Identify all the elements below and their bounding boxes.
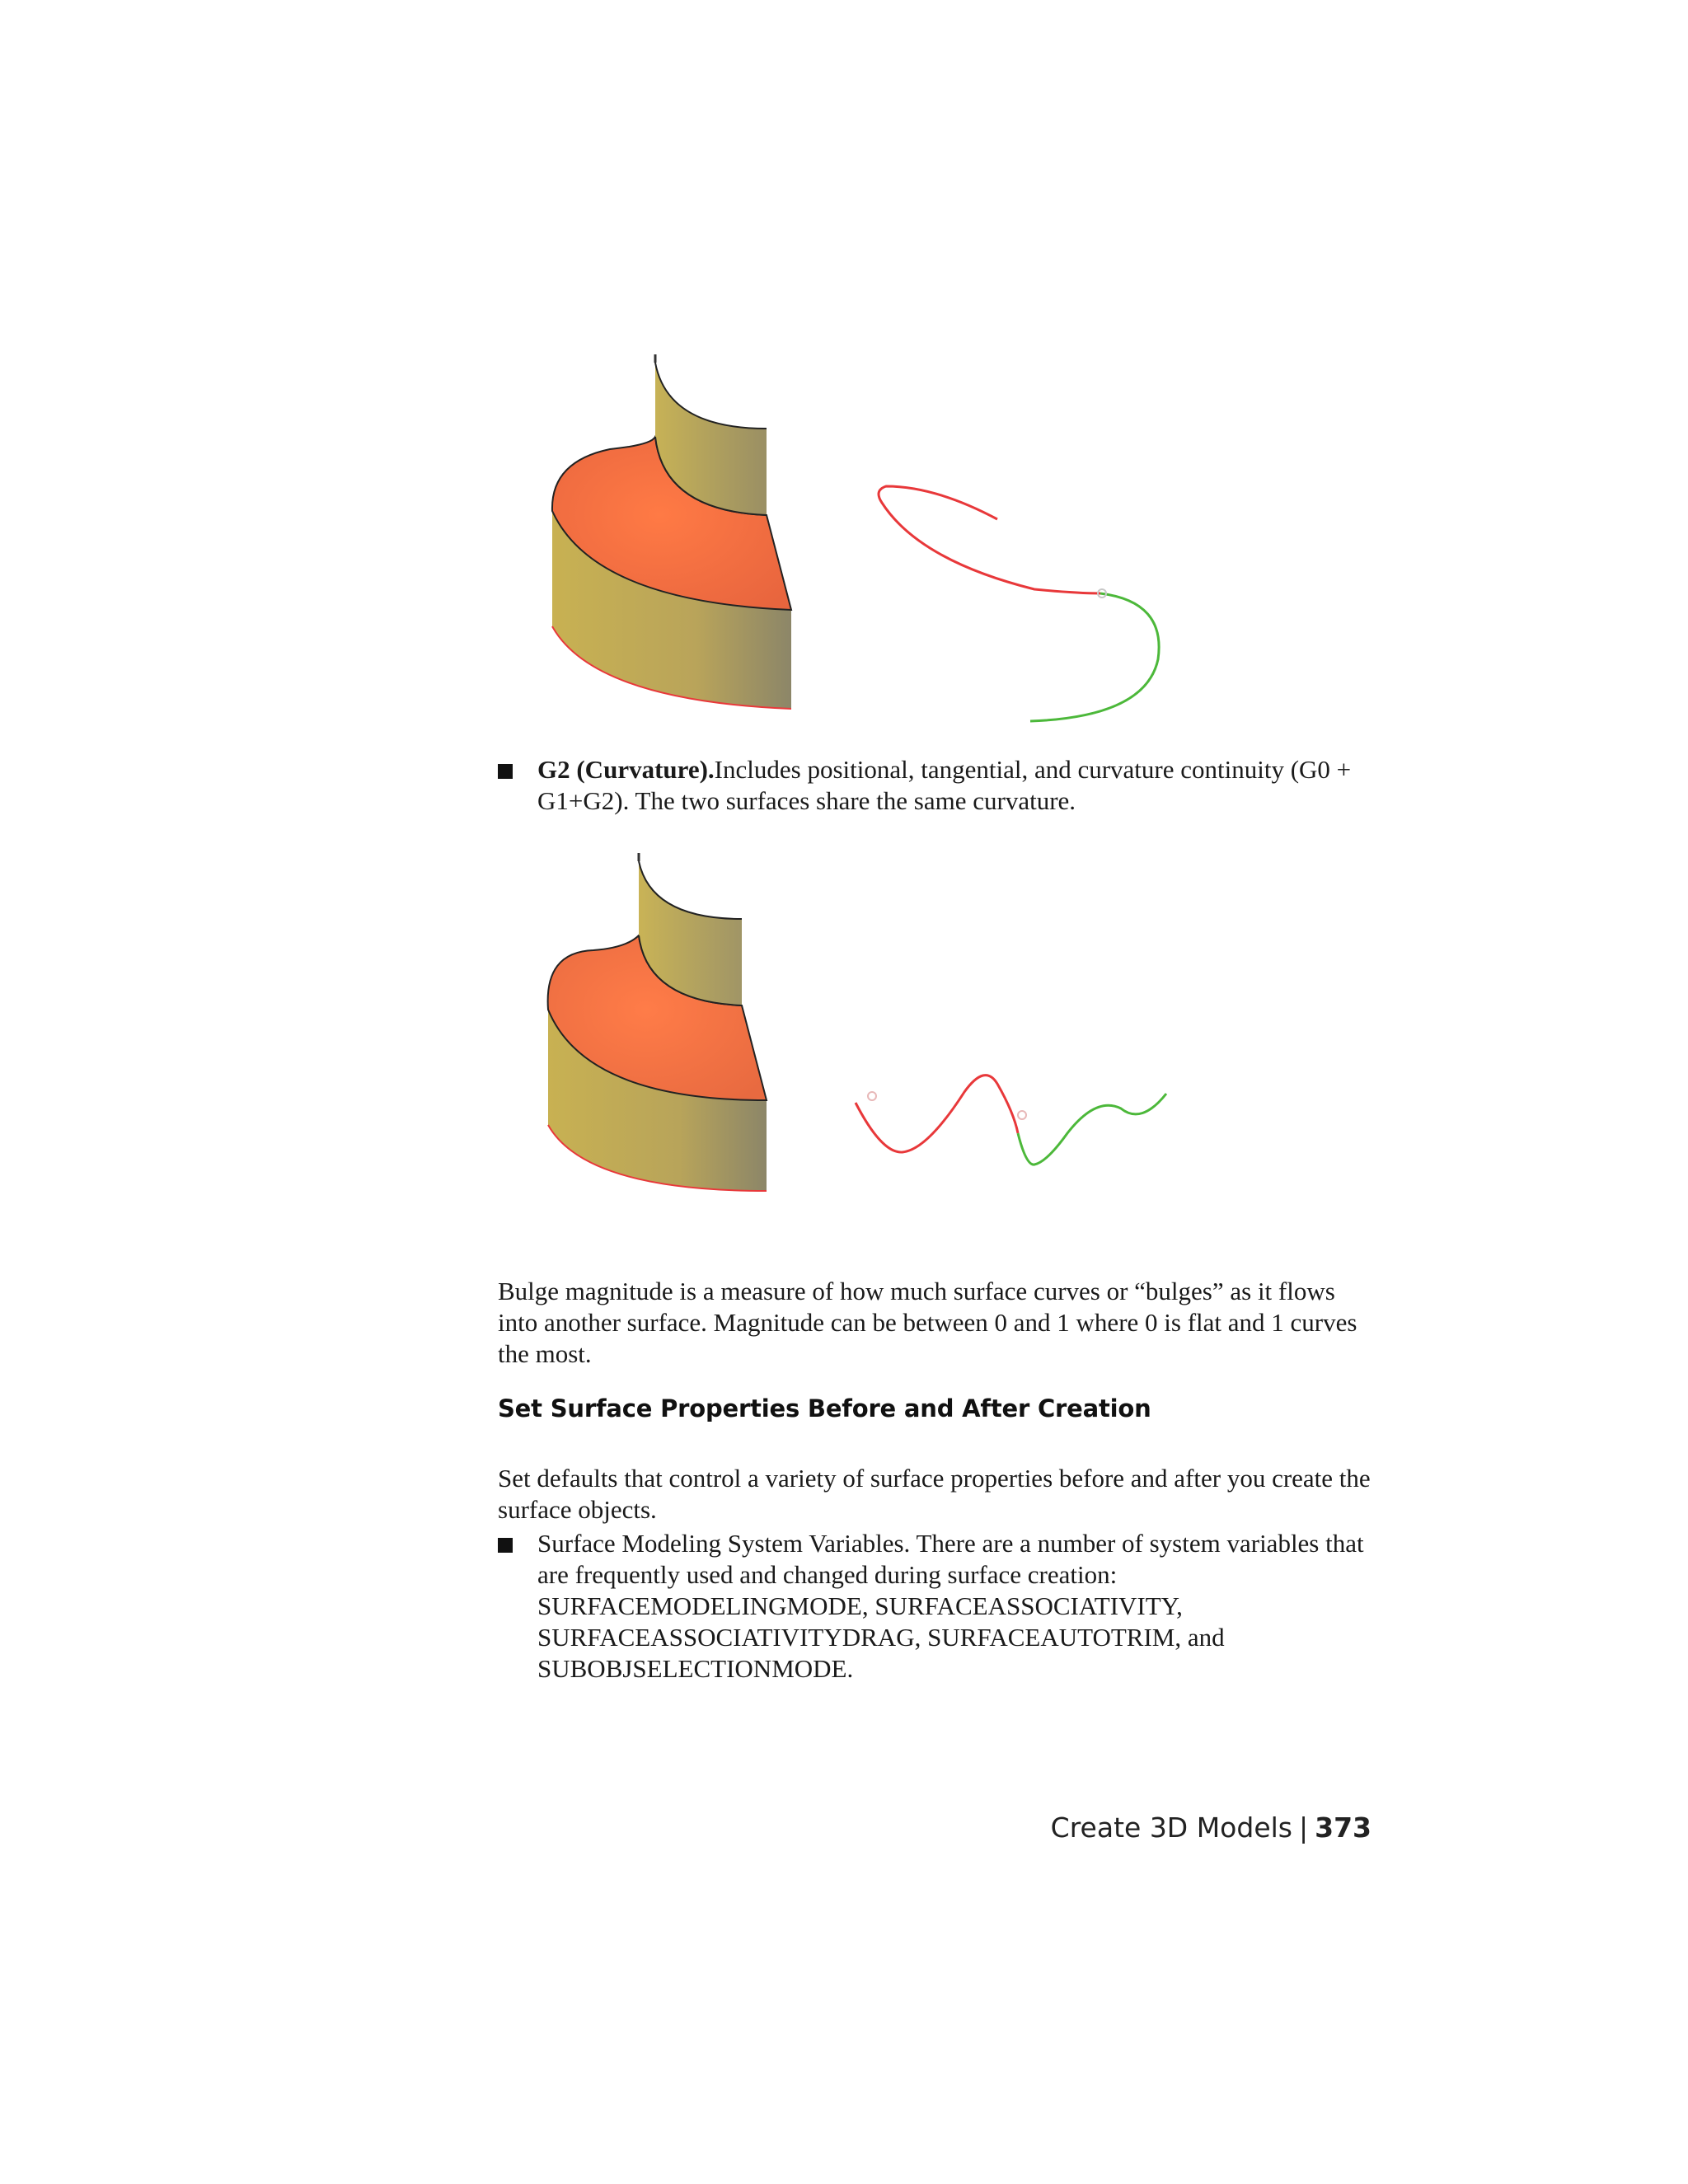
footer-chapter: Create 3D Models: [1050, 1811, 1292, 1844]
bulge-paragraph: Bulge magnitude is a measure of how much surface curves or “bulges” as it flows into another surface. Magnitude can be between 0 and 1 where 0 is flat and 1 curves the most.: [498, 1277, 1357, 1368]
bullet-marker: [498, 1538, 513, 1553]
figure-curves-2: [849, 1043, 1179, 1183]
bullet-marker: [498, 764, 513, 779]
bullet-sysvars-text: Surface Modeling System Variables. There are a number of system variables that are frequently used and changed during surface creation: SURFACEMODELINGMODE, SURFACEASSOCIATIVITY, SURFACEASSOCIATIVITYDRAG, SURFACEAUTOTRIM, and SUBOBJSELECTIONMODE.: [537, 1529, 1364, 1683]
page-number: 373: [1315, 1811, 1372, 1844]
red-curve: [879, 486, 1100, 593]
start-marker: [868, 1092, 876, 1100]
figure-curves-1: [870, 470, 1166, 733]
bullet-g2-term: G2 (Curvature).: [537, 755, 715, 784]
section-heading: Set Surface Properties Before and After Creation: [498, 1394, 1151, 1422]
joint-marker: [1018, 1111, 1026, 1119]
defaults-paragraph: Set defaults that control a variety of surface properties before and after you create the surface objects.: [498, 1464, 1371, 1524]
green-curve: [1018, 1094, 1166, 1165]
green-curve: [1030, 593, 1159, 721]
figure-surface-model-2: [544, 853, 791, 1199]
footer-separator: |: [1298, 1811, 1309, 1844]
figure-surface-model-1: [544, 354, 824, 725]
bullet-g2-description: Includes positional, tangential, and curvature continuity (G0 + G1+G2). The two surfaces share the same curvature.: [537, 755, 1352, 815]
red-curve: [856, 1076, 1018, 1152]
page-footer: [1051, 1811, 1372, 1844]
bullet-g2-text: [537, 754, 1378, 817]
